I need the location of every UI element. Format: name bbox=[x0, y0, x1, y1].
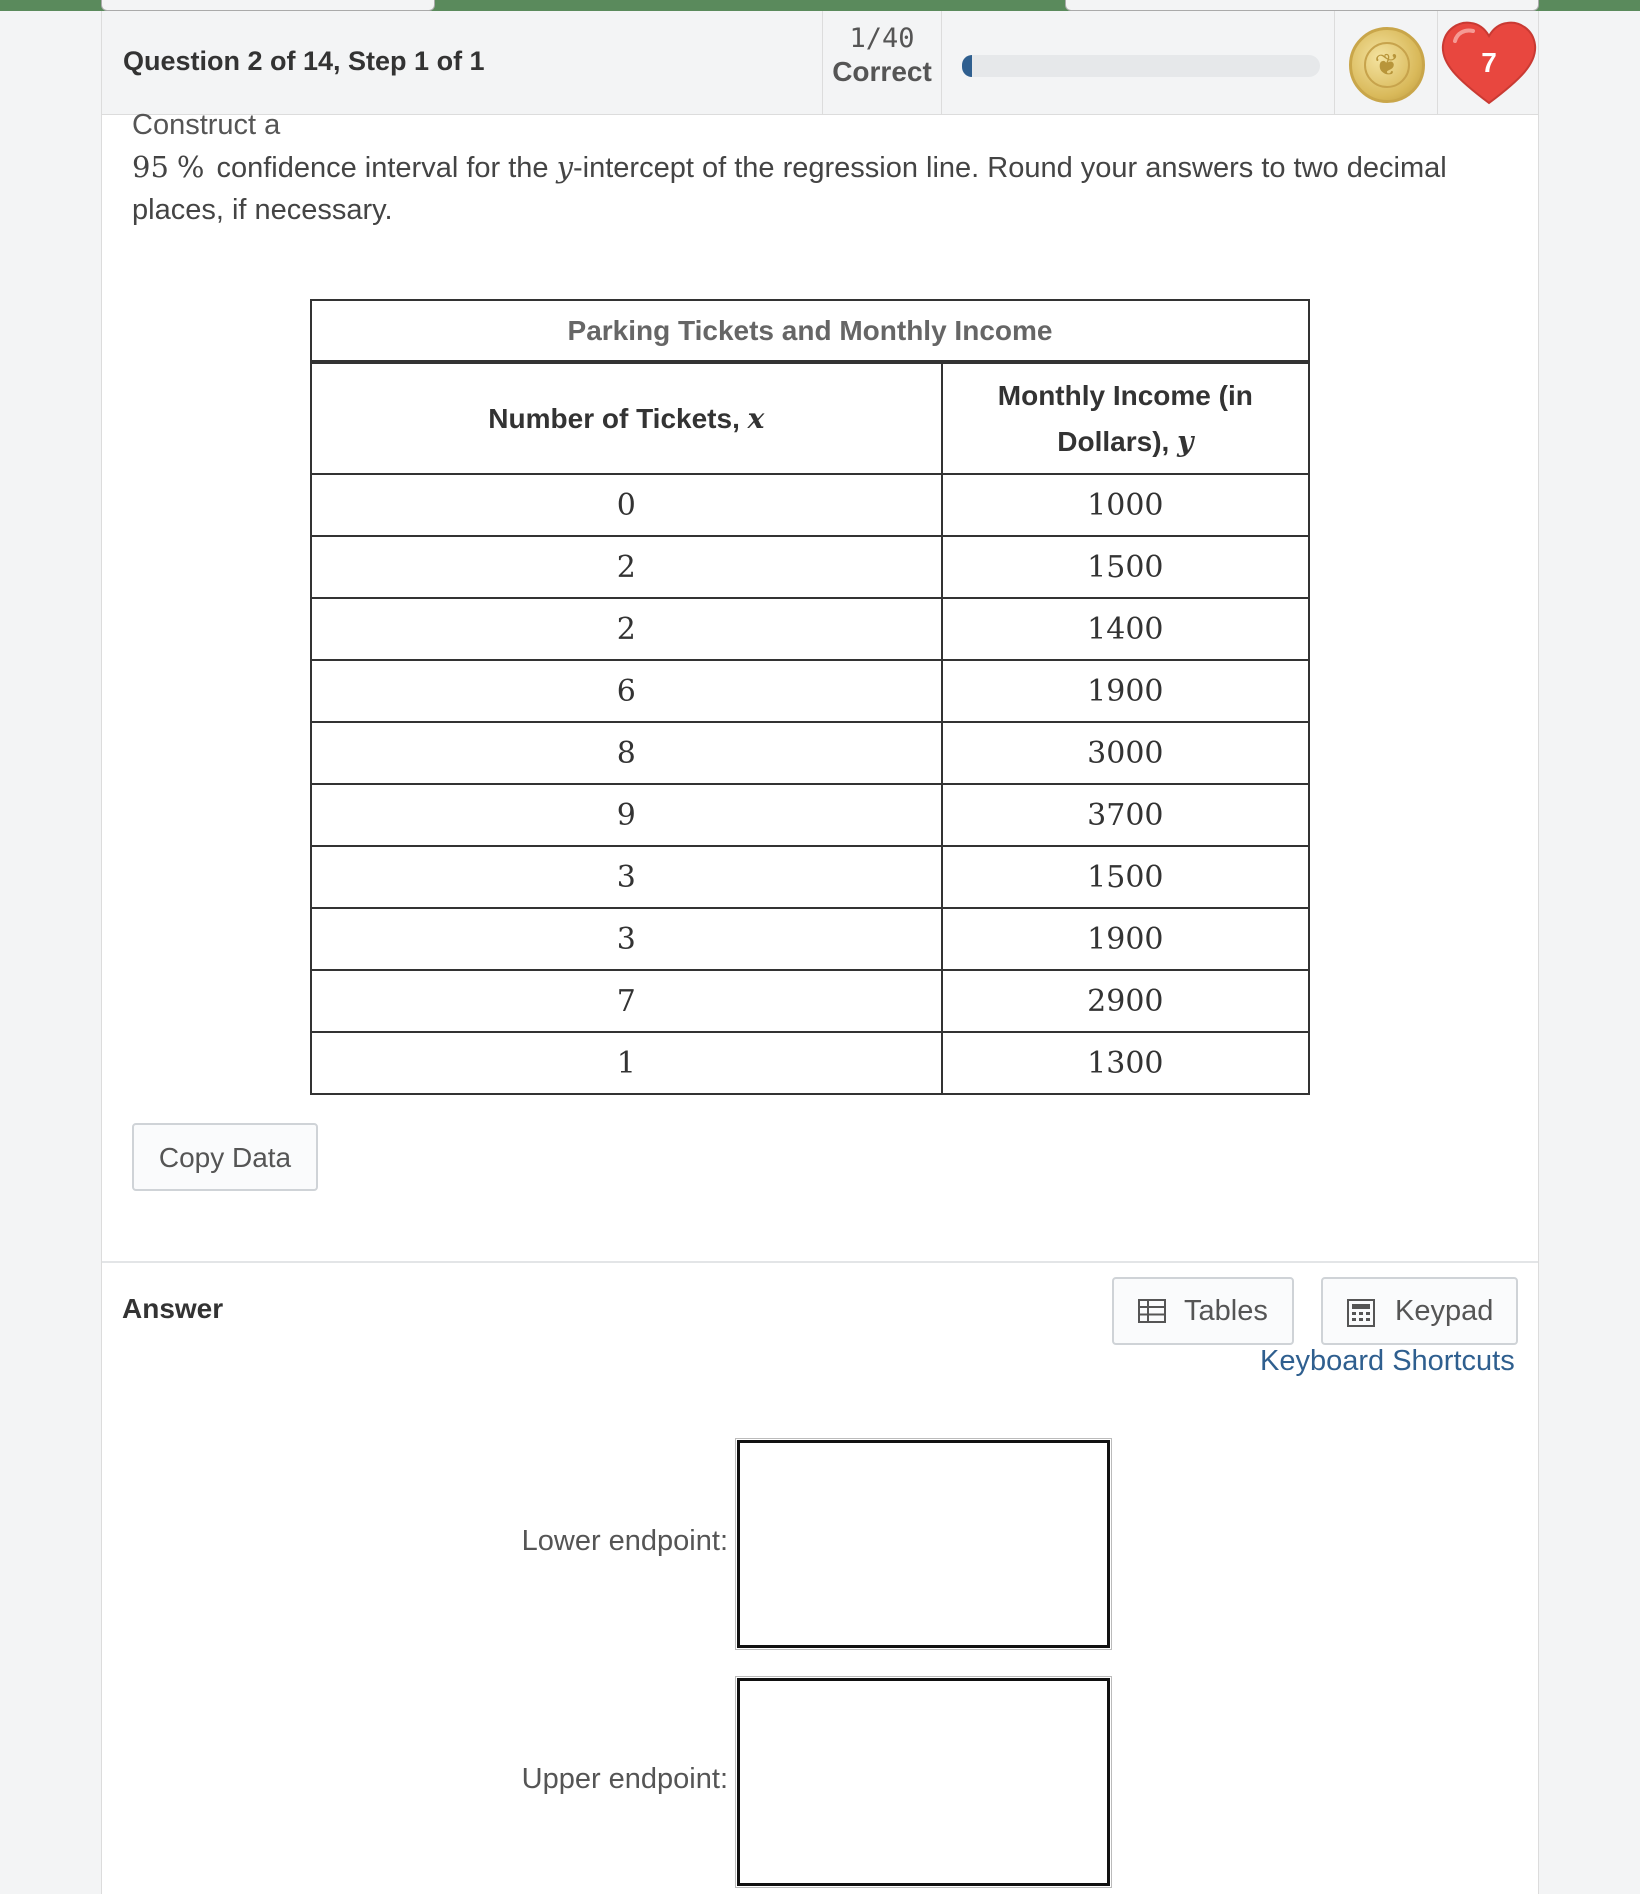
column-header-tickets bbox=[311, 362, 942, 474]
table-row bbox=[311, 598, 1309, 660]
cell-tickets: 3 bbox=[311, 846, 942, 908]
column-header-income-line2: Dollars), bbox=[1057, 425, 1170, 457]
table-row bbox=[311, 784, 1309, 846]
confidence-percent: 95 bbox=[132, 150, 169, 184]
top-tab-right bbox=[1065, 0, 1539, 11]
coin-emblem-icon: ❦ bbox=[1364, 42, 1410, 88]
upper-endpoint-input[interactable] bbox=[737, 1678, 1110, 1886]
table-row bbox=[311, 970, 1309, 1032]
table-row bbox=[311, 474, 1309, 536]
copy-data-button[interactable]: Copy Data bbox=[132, 1123, 318, 1191]
top-accent-bar bbox=[0, 0, 1640, 11]
lower-endpoint-input[interactable] bbox=[737, 1440, 1110, 1648]
cell-tickets: 9 bbox=[311, 784, 942, 846]
lower-endpoint-label: Lower endpoint: bbox=[521, 1525, 728, 1557]
table-row bbox=[311, 536, 1309, 598]
top-tab-left bbox=[101, 0, 435, 11]
tables-button[interactable] bbox=[1112, 1277, 1294, 1345]
answer-section-label: Answer bbox=[122, 1293, 224, 1324]
heart-icon[interactable] bbox=[1437, 19, 1541, 109]
question-prompt bbox=[132, 104, 1512, 231]
keypad-button-label: Keypad bbox=[1395, 1295, 1494, 1327]
table-body bbox=[311, 474, 1309, 1094]
cell-tickets: 3 bbox=[311, 908, 942, 970]
progress-bar bbox=[962, 55, 1320, 77]
percent-sign: % bbox=[176, 150, 205, 184]
tables-button-label: Tables bbox=[1184, 1295, 1268, 1327]
prompt-text-a: confidence interval for the bbox=[216, 152, 549, 184]
cell-income: 1000 bbox=[942, 474, 1309, 536]
calculator-icon bbox=[1347, 1299, 1375, 1327]
cell-income: 3700 bbox=[942, 784, 1309, 846]
cell-tickets: 7 bbox=[311, 970, 942, 1032]
hearts-count: 7 bbox=[1481, 47, 1497, 78]
table-row bbox=[311, 660, 1309, 722]
cell-income: 1400 bbox=[942, 598, 1309, 660]
cell-income: 1300 bbox=[942, 1032, 1309, 1094]
cell-income: 3000 bbox=[942, 722, 1309, 784]
cell-tickets: 8 bbox=[311, 722, 942, 784]
column-header-tickets-var: x bbox=[747, 401, 765, 435]
score-label: Correct bbox=[832, 56, 932, 87]
column-header-income-line1: Monthly Income (in bbox=[997, 379, 1253, 411]
column-header-income bbox=[942, 362, 1309, 474]
cell-tickets: 2 bbox=[311, 598, 942, 660]
table-caption: Parking Tickets and Monthly Income bbox=[311, 300, 1309, 362]
cell-tickets: 0 bbox=[311, 474, 942, 536]
upper-endpoint-label: Upper endpoint: bbox=[521, 1763, 728, 1795]
data-table bbox=[310, 299, 1310, 1095]
cell-tickets: 6 bbox=[311, 660, 942, 722]
cell-income: 2900 bbox=[942, 970, 1309, 1032]
cell-income: 1900 bbox=[942, 908, 1309, 970]
cell-tickets: 2 bbox=[311, 536, 942, 598]
question-title: Question 2 of 14, Step 1 of 1 bbox=[123, 46, 485, 76]
question-header bbox=[102, 11, 1538, 115]
coin-icon[interactable] bbox=[1349, 27, 1425, 103]
column-header-income-var: y bbox=[1177, 424, 1194, 458]
table-row bbox=[311, 1032, 1309, 1094]
table-row bbox=[311, 908, 1309, 970]
prompt-text-b: -intercept of the regression line. Round your answers to two decimal places, if necessary. bbox=[132, 152, 1447, 226]
table-grid-icon bbox=[1138, 1299, 1166, 1323]
section-divider bbox=[102, 1261, 1538, 1263]
cell-income: 1900 bbox=[942, 660, 1309, 722]
score-fraction: 1/40 bbox=[849, 23, 915, 54]
score-box bbox=[822, 11, 942, 115]
coin-box[interactable] bbox=[1334, 11, 1438, 115]
cell-income: 1500 bbox=[942, 536, 1309, 598]
keypad-button[interactable] bbox=[1321, 1277, 1518, 1345]
progress-bar-fill bbox=[962, 55, 972, 77]
column-header-tickets-text: Number of Tickets, bbox=[488, 402, 740, 434]
prompt-body bbox=[132, 146, 1512, 231]
cell-income: 1500 bbox=[942, 846, 1309, 908]
prompt-variable-y: y bbox=[556, 150, 574, 184]
keyboard-shortcuts-link[interactable]: Keyboard Shortcuts bbox=[1260, 1345, 1515, 1377]
table-row bbox=[311, 846, 1309, 908]
table-row bbox=[311, 722, 1309, 784]
prompt-intro: Construct a bbox=[132, 109, 281, 141]
cell-tickets: 1 bbox=[311, 1032, 942, 1094]
